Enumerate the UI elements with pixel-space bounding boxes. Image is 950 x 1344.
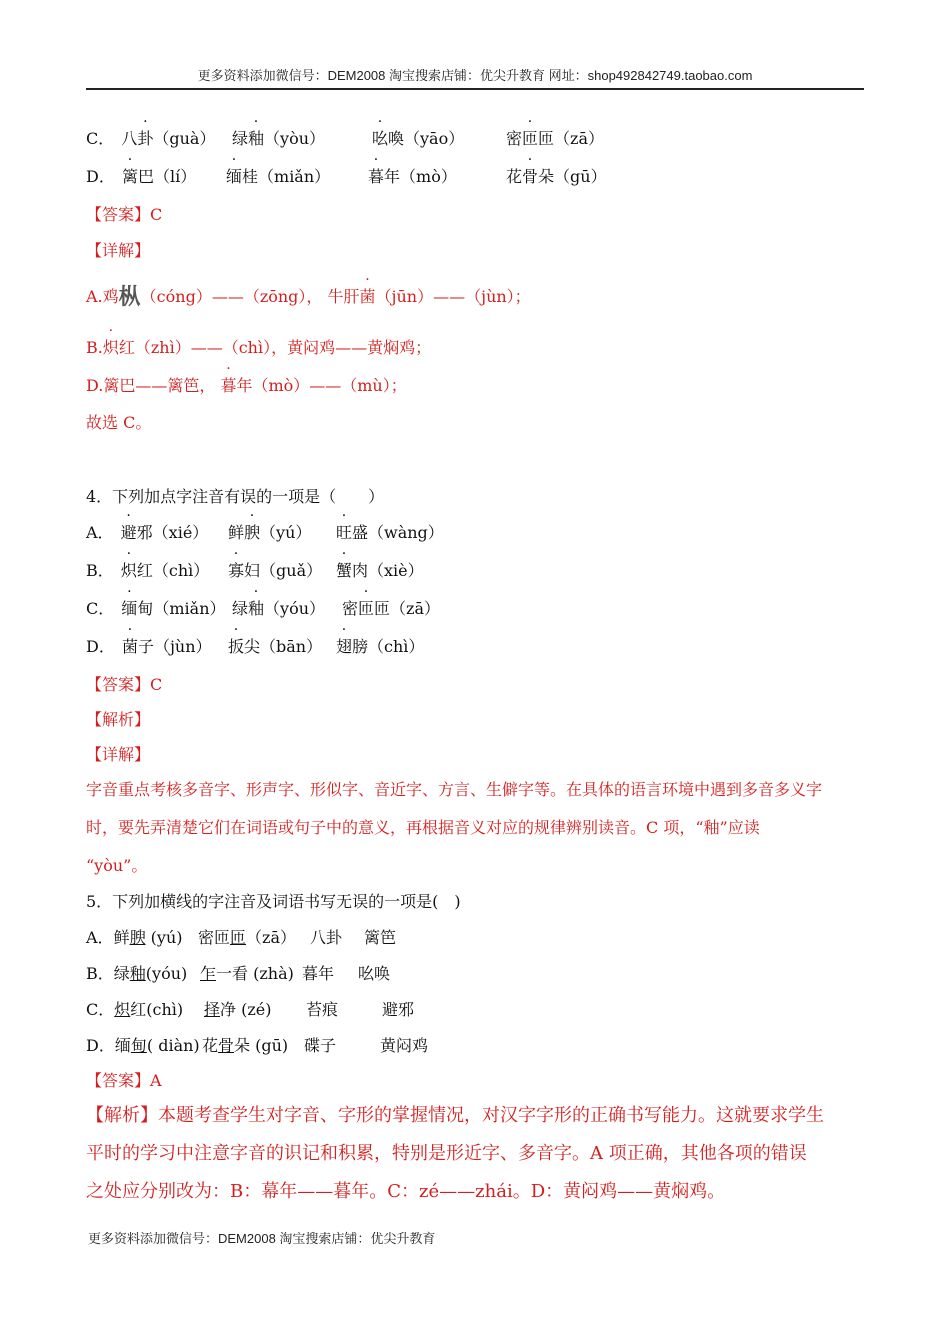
glyph-image: 枞 <box>118 284 141 310</box>
q3-detail-title: 【详解】 <box>86 241 151 260</box>
q3-answer: 【答案】C <box>86 205 163 224</box>
item: 绿釉（yòu） <box>232 129 326 148</box>
q4-option-d: D． 菌子（jùn） 扳尖（bān） 翅膀（chì） <box>86 637 425 656</box>
q4-option-c: C． 缅甸（miǎn） 绿釉（yóu） 密匝匝（zā） <box>86 599 441 618</box>
item: 八卦（guà） <box>121 129 216 148</box>
q4-analysis-title: 【解析】 <box>86 710 151 729</box>
q4-question: 4．下列加点字注音有误的一项是（ ） <box>86 487 385 506</box>
page-header: 更多资料添加微信号：DEM2008 淘宝搜索店铺：优尖升教育 网址：shop492842749.taobao.com <box>86 66 864 90</box>
q5-option-c: C．炽红(chì) 择净 (zé) 苔痕 避邪 <box>86 1000 415 1019</box>
item: 吆喚（yāo） <box>372 129 465 148</box>
page-footer: 更多资料添加微信号：DEM2008 淘宝搜索店铺：优尖升教育 <box>88 1231 436 1246</box>
q5-question: 5．下列加横线的字注音及词语书写无误的一项是( ) <box>86 892 461 911</box>
item: 花骨朵（gū） <box>506 167 607 186</box>
q4-answer: 【答案】C <box>86 675 163 694</box>
q5-option-d: D．缅甸( diàn) 花骨朵 (gū) 碟子 黄闷鸡 <box>86 1036 429 1055</box>
q5-option-b: B．绿釉(yóu) 乍一看 (zhà) 暮年 吆唤 <box>86 964 391 983</box>
item: 暮年（mò） <box>368 167 457 186</box>
item: 避邪（xié） <box>120 523 209 542</box>
q5-option-a: A．鲜腴 (yú) 密匝匝（zā） 八卦 篱笆 <box>86 928 397 947</box>
q5-answer: 【答案】A <box>86 1071 162 1090</box>
q4-detail-text: 字音重点考核多音字、形声字、形似字、音近字、方言、生僻字等。在具体的语言环境中遇到多音多义字 时，要先弄清楚它们在词语或句子中的意义，再根据音义对应的规律辨别读音。C 项，“釉”应读 “yòu”。 <box>86 780 823 875</box>
item: 缅甸（miǎn） <box>121 599 226 618</box>
item: 寡妇（guǎ） <box>228 561 323 580</box>
q3-conclusion: 故选 C。 <box>86 413 152 432</box>
q5-analysis: 【解析】本题考查学生对字音、字形的掌握情况，对汉字字形的正确书写能力。这就要求学生 平时的学习中注意字音的识记和积累，特别是形近字、多音字。A 项正确，其他各项的错误 之处应分别改为：B：幕年——暮年。C：zé——zhái。D：黄闷鸡——黄焖鸡。 <box>86 1105 824 1202</box>
item: 篱巴（lí） <box>121 167 197 186</box>
q4-option-a: A． 避邪（xié） 鲜腴（yú） 旺盛（wàng） <box>86 523 444 542</box>
q3-detail-a: A.鸡枞（cóng）——（zōng）， 牛肝菌（jūn）——（jùn）； <box>86 284 531 310</box>
item: 密匝匝（zā） <box>506 129 605 148</box>
item: 扳尖（bān） <box>228 637 323 656</box>
item: 绿釉（yóu） <box>232 599 326 618</box>
q4-detail-title: 【详解】 <box>86 745 151 764</box>
q3-detail-d: D.篱巴——篱笆， 暮年（mò）——（mù）； <box>86 376 407 395</box>
option-label: D． <box>86 167 115 186</box>
item: 密匝匝（zā） <box>342 599 441 618</box>
item: 旺盛（wàng） <box>336 523 444 542</box>
item: 菌子（jùn） <box>121 637 212 656</box>
item: 炽红（chì） <box>120 561 210 580</box>
q3-detail-b: B.炽红（zhì）——（chì），黄闷鸡——黄焖鸡； <box>86 338 432 357</box>
q4-option-b: B． 炽红（chì） 寡妇（guǎ） 蟹肉（xiè） <box>86 561 424 580</box>
item: 鲜腴（yú） <box>228 523 312 542</box>
q3-option-d <box>86 166 607 188</box>
q3-option-c <box>86 128 605 150</box>
item: 翅膀（chì） <box>336 637 425 656</box>
item: 缅桂（miǎn） <box>226 167 331 186</box>
item: 蟹肉（xiè） <box>336 561 424 580</box>
option-label: C． <box>86 129 115 148</box>
